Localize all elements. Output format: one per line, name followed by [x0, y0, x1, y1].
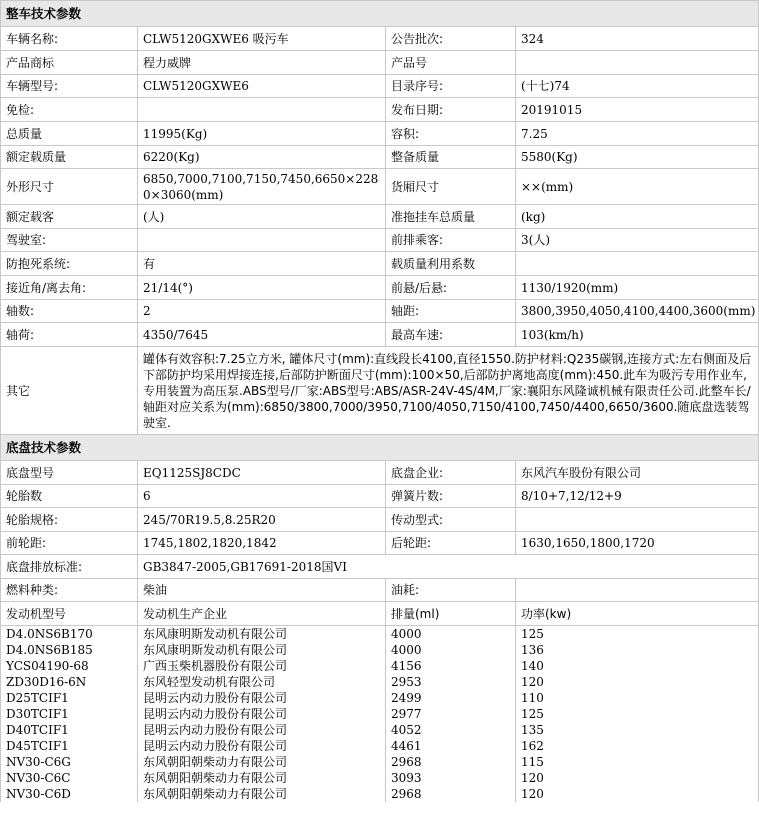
other-text: 罐体有效容积:7.25立方米, 罐体尺寸(mm):直线段长4100,直径1550.防护材料:Q235碳钢,连接方式:左右侧面及后下部防护均采用焊接连接,后部防护断面尺寸(mm):100×50,后部防护离地高度(mm):450.此车为吸污专用作业车,专用装置为高压泵.ABS型号/厂家:ABS型号:ABS/ASR-24V-4S/4M,厂家:襄阳东风隆诚机械有限责任公司.此整车长/轴距对应关系为(mm):6850/3800,7000/3950,7100/4050,7150/4100,7450/4400,6650/3600.随底盘选装驾驶室.	[138, 347, 759, 435]
spec-label: 额定载质量	[1, 146, 138, 169]
spec-value: 103(km/h)	[516, 323, 759, 347]
engine-power: 120	[516, 674, 759, 690]
engine-model: D25TCIF1	[1, 690, 138, 706]
spec-row	[1, 169, 759, 205]
chassis-section-header	[1, 435, 759, 461]
engine-model: D4.0NS6B185	[1, 642, 138, 658]
consumption-label: 油耗:	[386, 579, 516, 602]
spec-label: 轮胎数	[1, 485, 138, 508]
spec-label: 发布日期:	[386, 98, 516, 122]
spec-value: 3800,3950,4050,4100,4400,3600(mm)	[516, 300, 759, 323]
engine-model: D30TCIF1	[1, 706, 138, 722]
engine-column-header: 发动机生产企业	[138, 602, 386, 626]
spec-label: 后轮距:	[386, 532, 516, 555]
engine-column-header: 排量(ml)	[386, 602, 516, 626]
engine-maker: 广西玉柴机器股份有限公司	[138, 658, 386, 674]
engine-power: 162	[516, 738, 759, 754]
engine-row	[1, 770, 759, 786]
engine-row	[1, 754, 759, 770]
engine-power: 115	[516, 754, 759, 770]
engine-row	[1, 722, 759, 738]
engine-maker: 昆明云内动力股份有限公司	[138, 722, 386, 738]
spec-label: 货厢尺寸	[386, 169, 516, 205]
spec-table-body	[1, 1, 759, 803]
engine-column-header: 发动机型号	[1, 602, 138, 626]
spec-value	[516, 51, 759, 75]
engine-model: D40TCIF1	[1, 722, 138, 738]
consumption-value	[516, 579, 759, 602]
engine-disp: 2968	[386, 786, 516, 802]
engine-model: NV30-C6C	[1, 770, 138, 786]
spec-row	[1, 122, 759, 146]
spec-row	[1, 146, 759, 169]
spec-value: 3(人)	[516, 229, 759, 252]
engine-power: 125	[516, 706, 759, 722]
spec-row	[1, 508, 759, 532]
spec-value: (十七)74	[516, 75, 759, 98]
engine-model: ZD30D16-6N	[1, 674, 138, 690]
engine-model: YCS04190-68	[1, 658, 138, 674]
vehicle-section-header	[1, 1, 759, 27]
spec-value: (人)	[138, 205, 386, 229]
spec-value: 6850,7000,7100,7150,7450,6650×2280×3060(mm)	[138, 169, 386, 205]
emission-label: 底盘排放标准:	[1, 555, 138, 579]
engine-maker: 东风朝阳朝柴动力有限公司	[138, 770, 386, 786]
spec-label: 总质量	[1, 122, 138, 146]
spec-label: 前轮距:	[1, 532, 138, 555]
spec-label: 轴荷:	[1, 323, 138, 347]
engine-maker: 东风轻型发动机有限公司	[138, 674, 386, 690]
engine-maker: 昆明云内动力股份有限公司	[138, 706, 386, 722]
spec-row	[1, 532, 759, 555]
spec-row	[1, 229, 759, 252]
engine-disp: 2953	[386, 674, 516, 690]
engine-disp: 4052	[386, 722, 516, 738]
spec-row	[1, 276, 759, 300]
spec-value	[516, 252, 759, 276]
spec-value: 6	[138, 485, 386, 508]
engine-power: 140	[516, 658, 759, 674]
engine-model: NV30-C6G	[1, 754, 138, 770]
engine-power: 135	[516, 722, 759, 738]
spec-value: CLW5120GXWE6	[138, 75, 386, 98]
engine-header-row	[1, 602, 759, 626]
spec-label: 接近角/离去角:	[1, 276, 138, 300]
engine-power: 136	[516, 642, 759, 658]
spec-value: 8/10+7,12/12+9	[516, 485, 759, 508]
spec-label: 车辆型号:	[1, 75, 138, 98]
spec-label: 轮胎规格:	[1, 508, 138, 532]
engine-model: NV30-C6D	[1, 786, 138, 802]
spec-label: 产品商标	[1, 51, 138, 75]
engine-model: D4.0NS6B170	[1, 626, 138, 643]
engine-row	[1, 706, 759, 722]
spec-label: 整备质量	[386, 146, 516, 169]
engine-row	[1, 626, 759, 643]
spec-value	[138, 98, 386, 122]
spec-label: 底盘型号	[1, 461, 138, 485]
spec-value: 324	[516, 27, 759, 51]
engine-power: 120	[516, 786, 759, 802]
spec-label: 免检:	[1, 98, 138, 122]
vehicle-section-title: 整车技术参数	[1, 1, 759, 27]
spec-row	[1, 51, 759, 75]
fuel-label: 燃料种类:	[1, 579, 138, 602]
spec-label: 目录序号:	[386, 75, 516, 98]
spec-value: EQ1125SJ8CDC	[138, 461, 386, 485]
engine-row	[1, 690, 759, 706]
spec-label: 底盘企业:	[386, 461, 516, 485]
spec-label: 前排乘客:	[386, 229, 516, 252]
spec-value: 6220(Kg)	[138, 146, 386, 169]
spec-label: 额定载客	[1, 205, 138, 229]
engine-disp: 2977	[386, 706, 516, 722]
engine-maker: 东风康明斯发动机有限公司	[138, 642, 386, 658]
spec-label: 防抱死系统:	[1, 252, 138, 276]
spec-value: 2	[138, 300, 386, 323]
spec-value: 245/70R19.5,8.25R20	[138, 508, 386, 532]
engine-column-header: 功率(kw)	[516, 602, 759, 626]
spec-value: 11995(Kg)	[138, 122, 386, 146]
engine-model: D45TCIF1	[1, 738, 138, 754]
spec-row	[1, 98, 759, 122]
engine-power: 120	[516, 770, 759, 786]
engine-maker: 昆明云内动力股份有限公司	[138, 738, 386, 754]
engine-disp: 4000	[386, 626, 516, 643]
engine-disp: 4156	[386, 658, 516, 674]
spec-label: 外形尺寸	[1, 169, 138, 205]
engine-maker: 东风康明斯发动机有限公司	[138, 626, 386, 643]
spec-label: 轴数:	[1, 300, 138, 323]
spec-row	[1, 205, 759, 229]
spec-label: 驾驶室:	[1, 229, 138, 252]
spec-label: 容积:	[386, 122, 516, 146]
spec-value: 东风汽车股份有限公司	[516, 461, 759, 485]
engine-maker: 东风朝阳朝柴动力有限公司	[138, 786, 386, 802]
spec-label: 弹簧片数:	[386, 485, 516, 508]
spec-label: 准拖挂车总质量	[386, 205, 516, 229]
engine-disp: 3093	[386, 770, 516, 786]
spec-value: 1130/1920(mm)	[516, 276, 759, 300]
engine-row	[1, 786, 759, 802]
engine-disp: 4461	[386, 738, 516, 754]
spec-value: 20191015	[516, 98, 759, 122]
fuel-row	[1, 579, 759, 602]
other-row	[1, 347, 759, 435]
spec-value: 5580(Kg)	[516, 146, 759, 169]
spec-row	[1, 75, 759, 98]
other-label: 其它	[1, 347, 138, 435]
spec-value	[516, 508, 759, 532]
spec-row	[1, 300, 759, 323]
engine-row	[1, 642, 759, 658]
spec-value: 21/14(°)	[138, 276, 386, 300]
spec-value: 1745,1802,1820,1842	[138, 532, 386, 555]
spec-value	[138, 229, 386, 252]
spec-row	[1, 461, 759, 485]
chassis-section-title: 底盘技术参数	[1, 435, 759, 461]
spec-value: CLW5120GXWE6 吸污车	[138, 27, 386, 51]
fuel-value: 柴油	[138, 579, 386, 602]
engine-row	[1, 738, 759, 754]
engine-row	[1, 658, 759, 674]
spec-label: 轴距:	[386, 300, 516, 323]
engine-maker: 东风朝阳朝柴动力有限公司	[138, 754, 386, 770]
spec-value: 1630,1650,1800,1720	[516, 532, 759, 555]
spec-label: 车辆名称:	[1, 27, 138, 51]
spec-row	[1, 323, 759, 347]
spec-label: 产品号	[386, 51, 516, 75]
emission-row	[1, 555, 759, 579]
spec-value: (kg)	[516, 205, 759, 229]
engine-disp: 4000	[386, 642, 516, 658]
spec-value: 7.25	[516, 122, 759, 146]
spec-value: 4350/7645	[138, 323, 386, 347]
emission-value: GB3847-2005,GB17691-2018国VI	[138, 555, 759, 579]
engine-maker: 昆明云内动力股份有限公司	[138, 690, 386, 706]
engine-disp: 2968	[386, 754, 516, 770]
spec-label: 公告批次:	[386, 27, 516, 51]
spec-label: 传动型式:	[386, 508, 516, 532]
spec-label: 载质量利用系数	[386, 252, 516, 276]
spec-row	[1, 27, 759, 51]
spec-value: ××(mm)	[516, 169, 759, 205]
spec-row	[1, 485, 759, 508]
engine-row	[1, 674, 759, 690]
spec-label: 前悬/后悬:	[386, 276, 516, 300]
engine-disp: 2499	[386, 690, 516, 706]
spec-row	[1, 252, 759, 276]
engine-power: 125	[516, 626, 759, 643]
engine-power: 110	[516, 690, 759, 706]
spec-label: 最高车速:	[386, 323, 516, 347]
spec-value: 有	[138, 252, 386, 276]
spec-value: 程力威牌	[138, 51, 386, 75]
